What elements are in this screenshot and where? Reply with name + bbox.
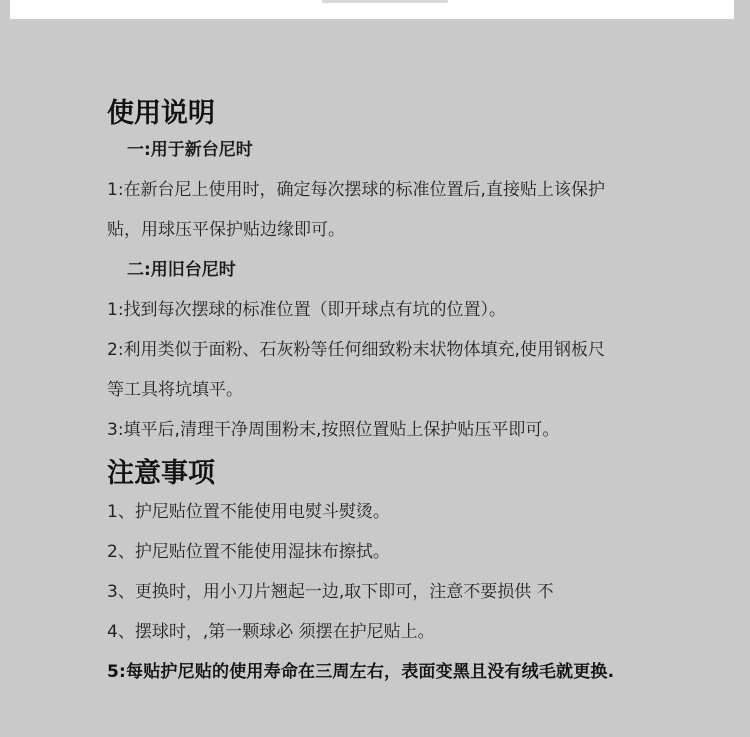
- old-table-heading: 二:用旧台尼时: [127, 260, 236, 280]
- new-table-line-1: 1:在新台尼上使用时，确定每次摆球的标准位置后,直接贴上该保护: [107, 180, 605, 200]
- old-table-line-1: 1:找到每次摆球的标准位置（即开球点有坑的位置）。: [107, 300, 507, 320]
- banner-text-remnant: [322, 0, 448, 3]
- instruction-content: [107, 96, 727, 692]
- notes-title: 注意事项: [107, 458, 215, 489]
- note-item-1: 1、护尼贴位置不能使用电熨斗熨烫。: [107, 502, 390, 522]
- top-banner: [10, 0, 734, 19]
- note-item-3: 3、更换时，用小刀片翘起一边,取下即可，注意不要损供 不: [107, 582, 554, 602]
- old-table-line-4: 3:填平后,清理干净周围粉末,按照位置贴上保护贴压平即可。: [107, 420, 560, 440]
- new-table-line-2: 贴，用球压平保护贴边缘即可。: [107, 220, 345, 240]
- old-table-line-3: 等工具将坑填平。: [107, 380, 243, 400]
- new-table-heading: 一:用于新台尼时: [127, 140, 253, 160]
- old-table-line-2: 2:利用类似于面粉、石灰粉等任何细致粉末状物体填充,使用钢板尺: [107, 340, 605, 360]
- note-item-4: 4、摆球时，,第一颗球必 须摆在护尼贴上。: [107, 622, 435, 642]
- note-item-2: 2、护尼贴位置不能使用湿抹布擦拭。: [107, 542, 390, 562]
- usage-title: 使用说明: [107, 98, 215, 129]
- note-item-5-bold: 5:每贴护尼贴的使用寿命在三周左右，表面变黑且没有绒毛就更换.: [107, 662, 615, 682]
